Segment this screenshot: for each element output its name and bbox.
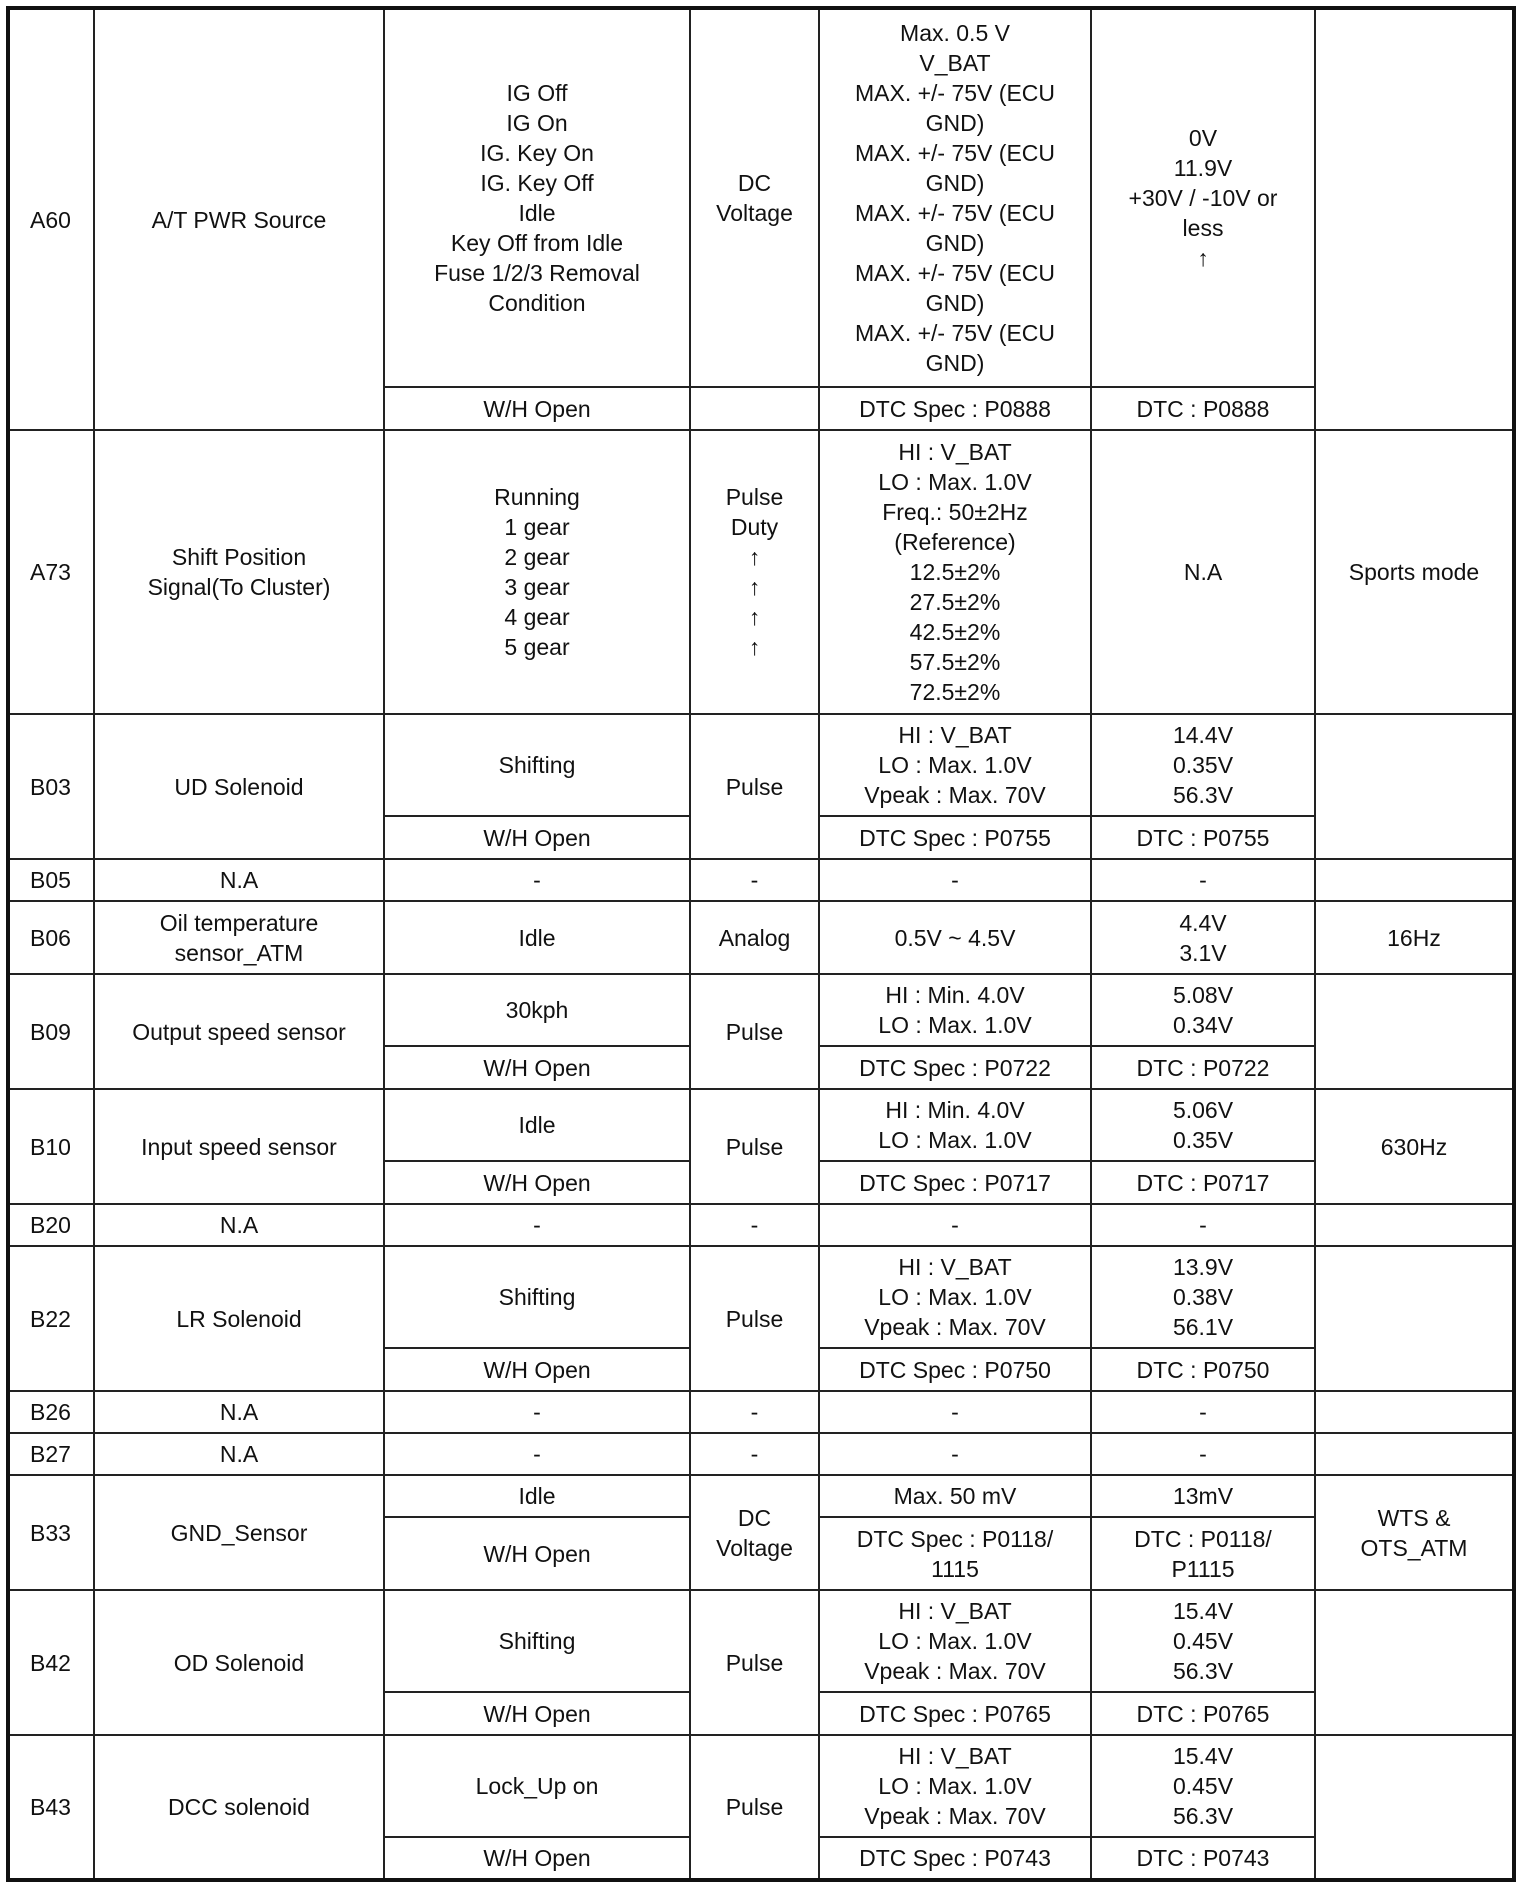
table-row xyxy=(8,1433,1514,1475)
condition-cell: IG Off IG On IG. Key On IG. Key Off Idle Key Off from Idle Fuse 1/2/3 Removal Condition xyxy=(384,8,690,387)
spec-cell: 0.5V ~ 4.5V xyxy=(819,901,1091,974)
spec-cell: HI : V_BAT LO : Max. 1.0V Vpeak : Max. 70V xyxy=(819,714,1091,816)
wh-spec-cell: DTC Spec : P0750 xyxy=(819,1348,1091,1391)
spec-cell: Max. 50 mV xyxy=(819,1475,1091,1517)
spec-cell: - xyxy=(819,1433,1091,1475)
description-cell: Shift Position Signal(To Cluster) xyxy=(94,430,384,714)
result-cell: 13.9V 0.38V 56.1V xyxy=(1091,1246,1315,1348)
wh-condition-cell: W/H Open xyxy=(384,1837,690,1880)
condition-cell: - xyxy=(384,1391,690,1433)
pin-cell: B26 xyxy=(8,1391,94,1433)
signal-type-cell: Analog xyxy=(690,901,819,974)
wh-condition-cell: W/H Open xyxy=(384,1046,690,1089)
description-cell: LR Solenoid xyxy=(94,1246,384,1391)
pin-cell: B10 xyxy=(8,1089,94,1204)
ecm-pin-spec-table xyxy=(6,6,1516,1882)
empty-cell xyxy=(690,387,819,430)
description-cell: UD Solenoid xyxy=(94,714,384,859)
signal-type-cell: Pulse xyxy=(690,1590,819,1735)
table-row xyxy=(8,1089,1514,1161)
table-row xyxy=(8,901,1514,974)
signal-type-cell: Pulse Duty ↑ ↑ ↑ ↑ xyxy=(690,430,819,714)
pin-cell: B43 xyxy=(8,1735,94,1880)
result-cell: N.A xyxy=(1091,430,1315,714)
table-row xyxy=(8,1735,1514,1837)
description-cell: A/T PWR Source xyxy=(94,8,384,430)
condition-cell: - xyxy=(384,1204,690,1246)
description-cell: GND_Sensor xyxy=(94,1475,384,1590)
table-row xyxy=(8,430,1514,714)
pin-cell: B22 xyxy=(8,1246,94,1391)
wh-condition-cell: W/H Open xyxy=(384,1348,690,1391)
pin-cell: A60 xyxy=(8,8,94,430)
result-cell: - xyxy=(1091,1204,1315,1246)
result-cell: - xyxy=(1091,1391,1315,1433)
signal-type-cell: Pulse xyxy=(690,1246,819,1391)
description-cell: DCC solenoid xyxy=(94,1735,384,1880)
wh-spec-cell: DTC Spec : P0722 xyxy=(819,1046,1091,1089)
signal-type-cell: - xyxy=(690,1391,819,1433)
table-row xyxy=(8,8,1514,387)
table-row xyxy=(8,1204,1514,1246)
result-cell: 13mV xyxy=(1091,1475,1315,1517)
result-cell: - xyxy=(1091,1433,1315,1475)
wh-spec-cell: DTC Spec : P0888 xyxy=(819,387,1091,430)
wh-result-cell: DTC : P0888 xyxy=(1091,387,1315,430)
result-cell: - xyxy=(1091,859,1315,901)
pin-cell: B06 xyxy=(8,901,94,974)
wh-result-cell: DTC : P0118/ P1115 xyxy=(1091,1517,1315,1590)
wh-result-cell: DTC : P0755 xyxy=(1091,816,1315,859)
description-cell: N.A xyxy=(94,1204,384,1246)
wh-result-cell: DTC : P0722 xyxy=(1091,1046,1315,1089)
spec-cell: HI : V_BAT LO : Max. 1.0V Vpeak : Max. 70V xyxy=(819,1590,1091,1692)
wh-spec-cell: DTC Spec : P0755 xyxy=(819,816,1091,859)
signal-type-cell: DC Voltage xyxy=(690,1475,819,1590)
result-cell: 15.4V 0.45V 56.3V xyxy=(1091,1590,1315,1692)
result-cell: 4.4V 3.1V xyxy=(1091,901,1315,974)
remark-cell xyxy=(1315,1246,1514,1391)
condition-cell: Shifting xyxy=(384,714,690,816)
signal-type-cell: Pulse xyxy=(690,1089,819,1204)
description-cell: Input speed sensor xyxy=(94,1089,384,1204)
remark-cell xyxy=(1315,1204,1514,1246)
spec-cell: - xyxy=(819,1391,1091,1433)
result-cell: 0V 11.9V +30V / -10V or less ↑ xyxy=(1091,8,1315,387)
wh-result-cell: DTC : P0717 xyxy=(1091,1161,1315,1204)
description-cell: N.A xyxy=(94,1391,384,1433)
result-cell: 5.08V 0.34V xyxy=(1091,974,1315,1046)
pin-cell: B33 xyxy=(8,1475,94,1590)
pin-cell: B05 xyxy=(8,859,94,901)
spec-table-page xyxy=(6,6,1516,1882)
condition-cell: Lock_Up on xyxy=(384,1735,690,1837)
wh-result-cell: DTC : P0743 xyxy=(1091,1837,1315,1880)
spec-cell: HI : V_BAT LO : Max. 1.0V Freq.: 50±2Hz (Reference) 12.5±2% 27.5±2% 42.5±2% 57.5±2% 72.5±2% xyxy=(819,430,1091,714)
table-row xyxy=(8,1246,1514,1348)
description-cell: N.A xyxy=(94,1433,384,1475)
description-cell: Oil temperature sensor_ATM xyxy=(94,901,384,974)
spec-cell: HI : V_BAT LO : Max. 1.0V Vpeak : Max. 70V xyxy=(819,1246,1091,1348)
remark-cell xyxy=(1315,714,1514,859)
result-cell: 15.4V 0.45V 56.3V xyxy=(1091,1735,1315,1837)
pin-cell: B20 xyxy=(8,1204,94,1246)
signal-type-cell: Pulse xyxy=(690,714,819,859)
wh-condition-cell: W/H Open xyxy=(384,1517,690,1590)
result-cell: 14.4V 0.35V 56.3V xyxy=(1091,714,1315,816)
signal-type-cell: - xyxy=(690,1204,819,1246)
signal-type-cell: - xyxy=(690,1433,819,1475)
wh-spec-cell: DTC Spec : P0118/ 1115 xyxy=(819,1517,1091,1590)
signal-type-cell: - xyxy=(690,859,819,901)
remark-cell xyxy=(1315,1590,1514,1735)
remark-cell xyxy=(1315,1433,1514,1475)
pin-cell: B27 xyxy=(8,1433,94,1475)
signal-type-cell: DC Voltage xyxy=(690,8,819,387)
spec-cell: HI : Min. 4.0V LO : Max. 1.0V xyxy=(819,1089,1091,1161)
spec-cell: HI : V_BAT LO : Max. 1.0V Vpeak : Max. 70V xyxy=(819,1735,1091,1837)
remark-cell xyxy=(1315,859,1514,901)
description-cell: Output speed sensor xyxy=(94,974,384,1089)
remark-cell: 16Hz xyxy=(1315,901,1514,974)
remark-cell xyxy=(1315,974,1514,1089)
description-cell: N.A xyxy=(94,859,384,901)
remark-cell xyxy=(1315,1735,1514,1880)
signal-type-cell: Pulse xyxy=(690,1735,819,1880)
spec-cell: HI : Min. 4.0V LO : Max. 1.0V xyxy=(819,974,1091,1046)
table-row xyxy=(8,1391,1514,1433)
description-cell: OD Solenoid xyxy=(94,1590,384,1735)
wh-result-cell: DTC : P0765 xyxy=(1091,1692,1315,1735)
wh-spec-cell: DTC Spec : P0743 xyxy=(819,1837,1091,1880)
condition-cell: - xyxy=(384,1433,690,1475)
condition-cell: Idle xyxy=(384,1089,690,1161)
condition-cell: Idle xyxy=(384,901,690,974)
wh-condition-cell: W/H Open xyxy=(384,816,690,859)
condition-cell: Idle xyxy=(384,1475,690,1517)
wh-spec-cell: DTC Spec : P0765 xyxy=(819,1692,1091,1735)
wh-spec-cell: DTC Spec : P0717 xyxy=(819,1161,1091,1204)
spec-cell: Max. 0.5 V V_BAT MAX. +/- 75V (ECU GND) MAX. +/- 75V (ECU GND) MAX. +/- 75V (ECU GND) MAX. +/- 75V (ECU GND) MAX. +/- 75V (ECU GND) xyxy=(819,8,1091,387)
pin-cell: A73 xyxy=(8,430,94,714)
spec-cell: - xyxy=(819,859,1091,901)
condition-cell: Shifting xyxy=(384,1590,690,1692)
wh-condition-cell: W/H Open xyxy=(384,1161,690,1204)
remark-cell: WTS & OTS_ATM xyxy=(1315,1475,1514,1590)
wh-condition-cell: W/H Open xyxy=(384,387,690,430)
wh-condition-cell: W/H Open xyxy=(384,1692,690,1735)
condition-cell: - xyxy=(384,859,690,901)
result-cell: 5.06V 0.35V xyxy=(1091,1089,1315,1161)
table-row xyxy=(8,974,1514,1046)
remark-cell: 630Hz xyxy=(1315,1089,1514,1204)
condition-cell: Running 1 gear 2 gear 3 gear 4 gear 5 gear xyxy=(384,430,690,714)
condition-cell: 30kph xyxy=(384,974,690,1046)
signal-type-cell: Pulse xyxy=(690,974,819,1089)
table-row xyxy=(8,1590,1514,1692)
pin-cell: B42 xyxy=(8,1590,94,1735)
wh-result-cell: DTC : P0750 xyxy=(1091,1348,1315,1391)
table-row xyxy=(8,714,1514,816)
pin-cell: B09 xyxy=(8,974,94,1089)
remark-cell xyxy=(1315,1391,1514,1433)
remark-cell: Sports mode xyxy=(1315,430,1514,714)
spec-cell: - xyxy=(819,1204,1091,1246)
condition-cell: Shifting xyxy=(384,1246,690,1348)
remark-cell xyxy=(1315,8,1514,430)
pin-cell: B03 xyxy=(8,714,94,859)
table-row xyxy=(8,1475,1514,1517)
table-row xyxy=(8,859,1514,901)
